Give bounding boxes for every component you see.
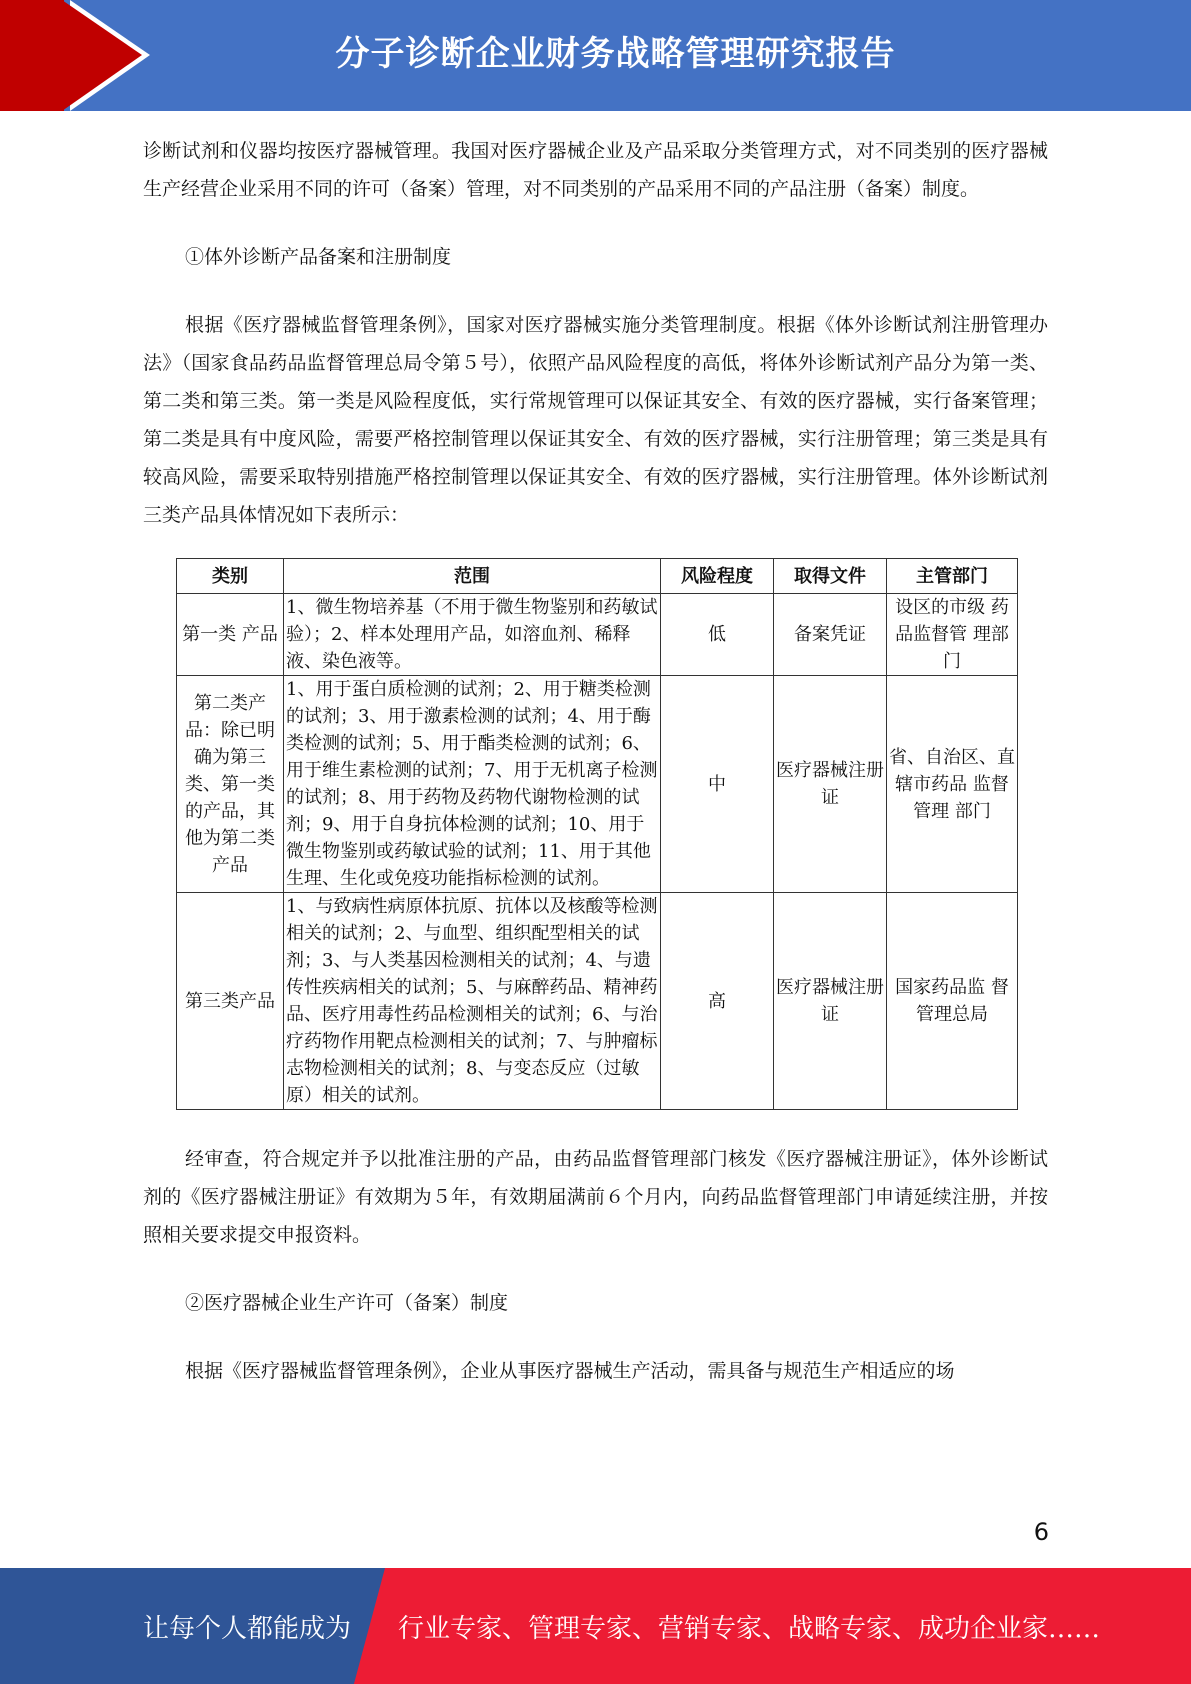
footer-slogan-left: 让每个人都能成为	[143, 1614, 352, 1644]
cell-authority: 省、自治区、直辖市药品 监督管理 部门	[887, 676, 1018, 893]
page-footer	[0, 1568, 1191, 1684]
cell-risk: 中	[661, 676, 774, 893]
cell-risk: 低	[661, 594, 774, 676]
product-class-table	[176, 558, 1018, 1110]
table-header-row	[177, 559, 1018, 594]
header-risk: 风险程度	[661, 559, 774, 594]
header-document: 取得文件	[774, 559, 887, 594]
cell-authority: 设区的市级 药品监督管 理部门	[887, 594, 1018, 676]
table-row	[177, 676, 1018, 893]
cell-risk: 高	[661, 893, 774, 1110]
page-content	[143, 132, 1048, 1390]
header-authority: 主管部门	[887, 559, 1018, 594]
footer-slogan-right: 行业专家、管理专家、营销专家、战略专家、成功企业家……	[398, 1614, 1101, 1644]
table-row	[177, 594, 1018, 676]
header-red-block	[0, 0, 64, 111]
report-title: 分子诊断企业财务战略管理研究报告	[335, 34, 896, 74]
cell-document: 备案凭证	[774, 594, 887, 676]
paragraph-4: 根据《医疗器械监督管理条例》，企业从事医疗器械生产活动，需具备与规范生产相适应的场	[185, 1360, 955, 1382]
cell-category: 第一类 产品	[177, 594, 284, 676]
cell-scope: 1、用于蛋白质检测的试剂；2、用于糖类检测的试剂；3、用于激素检测的试剂；4、用于酶类检测的试剂；5、用于酯类检测的试剂；6、用于维生素检测的试剂；7、用于无机离子检测的试剂；8、用于药物及药物代谢物检测的试剂；9、用于自身抗体检测的试剂；10、用于微生物鉴别或药敏试验的试剂；11、用于其他生理、生化或免疫功能指标检测的试剂。	[284, 676, 661, 893]
cell-document: 医疗器械注册证	[774, 676, 887, 893]
cell-category: 第二类产品：除已明确为第三类、第一类的产品，其他为第二类产品	[177, 676, 284, 893]
cell-authority: 国家药品监 督管理总局	[887, 893, 1018, 1110]
cell-category: 第三类产品	[177, 893, 284, 1110]
section-heading-2: ②医疗器械企业生产许可（备案）制度	[185, 1292, 509, 1314]
header-chevron-red	[62, 0, 142, 111]
paragraph-2: 根据《医疗器械监督管理条例》，国家对医疗器械实施分类管理制度。根据《体外诊断试剂注册管理办法》（国家食品药品监督管理总局令第５号），依照产品风险程度的高低，将体外诊断试剂产品分为第一类、第二类和第三类。第一类是风险程度低，实行常规管理可以保证其安全、有效的医疗器械，实行备案管理；第二类是具有中度风险，需要严格控制管理以保证其安全、有效的医疗器械，实行注册管理；第三类是具有较高风险，需要采取特别措施严格控制管理以保证其安全、有效的医疗器械，实行注册管理。体外诊断试剂三类产品具体情况如下表所示：	[143, 314, 1048, 526]
cell-document: 医疗器械注册证	[774, 893, 887, 1110]
page-number: 6	[1033, 1518, 1049, 1546]
paragraph-1: 诊断试剂和仪器均按医疗器械管理。我国对医疗器械企业及产品采取分类管理方式，对不同类别的医疗器械生产经营企业采用不同的许可（备案）管理，对不同类别的产品采用不同的产品注册（备案）制度。	[143, 140, 1048, 200]
page-header	[0, 0, 1191, 111]
header-category: 类别	[177, 559, 284, 594]
table-row	[177, 893, 1018, 1110]
cell-scope: 1、与致病性病原体抗原、抗体以及核酸等检测相关的试剂；2、与血型、组织配型相关的试剂；3、与人类基因检测相关的试剂；4、与遗传性疾病相关的试剂；5、与麻醉药品、精神药品、医疗用毒性药品检测相关的试剂；6、与治疗药物作用靶点检测相关的试剂；7、与肿瘤标志物检测相关的试剂；8、与变态反应（过敏原）相关的试剂。	[284, 893, 661, 1110]
header-scope: 范围	[284, 559, 661, 594]
paragraph-3: 经审查，符合规定并予以批准注册的产品，由药品监督管理部门核发《医疗器械注册证》，体外诊断试剂的《医疗器械注册证》有效期为５年，有效期届满前６个月内，向药品监督管理部门申请延续注册，并按照相关要求提交申报资料。	[143, 1148, 1048, 1246]
section-heading-1: ①体外诊断产品备案和注册制度	[185, 246, 452, 268]
cell-scope: 1、微生物培养基（不用于微生物鉴别和药敏试验）；2、样本处理用产品，如溶血剂、稀释液、染色液等。	[284, 594, 661, 676]
